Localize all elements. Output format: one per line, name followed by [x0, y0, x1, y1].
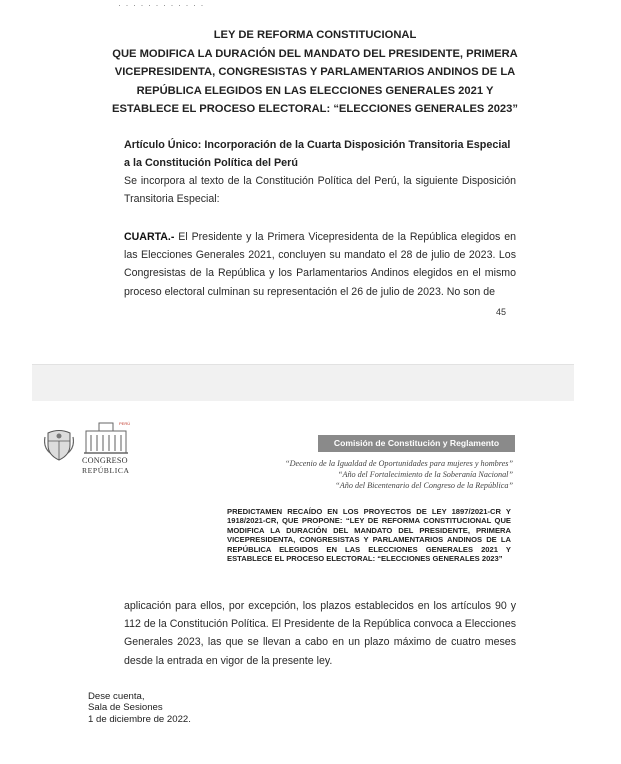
cuarta-paragraph [124, 228, 516, 301]
page-separator [32, 364, 574, 402]
motto-line: “Decenio de la Igualdad de Oportunidades para mujeres y hombres” [285, 459, 513, 468]
document-page-lower [0, 401, 621, 764]
motto-line: “Año del Fortalecimiento de la Soberanía Nacional” [337, 470, 513, 479]
document-page-upper [0, 0, 621, 364]
cuarta-text: El Presidente y la Primera Vicepresidenta de la República elegidos en las Elecciones Generales 2021, concluyen su mandato el 28 de julio de 2023. Los Congresistas de la República y los Parlamentarios Andinos elegidos en el mismo proceso electoral culminan su representación el 26 de julio de 2023. No son de [124, 231, 516, 298]
closing-line: Dese cuenta, [88, 691, 145, 702]
law-title-line: LEY DE REFORMA CONSTITUCIONAL [213, 29, 417, 41]
continuation-paragraph: aplicación para ellos, por excepción, los plazos establecidos en los artículos 90 y 112 de la Constitución Política. El Presidente de la República convoca a Elecciones Generales 2023, las que se llevan a cabo en un plazo máximo de cuatro meses desde la entrada en vigor de la presente ley. [124, 600, 517, 667]
closing-block [88, 691, 191, 725]
page-number: 45 [496, 307, 507, 317]
predictamen-heading: PREDICTAMEN RECAÍDO EN LOS PROYECTOS DE LEY 1897/2021-CR Y 1918/2021-CR, QUE PROPONE: “LEY DE REFORMA CONSTITUCIONAL QUE MODIFICA LA DURACIÓN DEL MANDATO DEL PRESIDENTE, PRIMERA VICEPRESIDENTA, CONGRESISTAS Y PARLAMENTARIOS ANDINOS DE LA REPÚBLICA ELEGIDOS EN LAS ELECCIONES GENERALES 2021 Y ESTABLECE EL PROCESO ELECTORAL: “ELECCIONES GENERALES 2023” [227, 507, 511, 564]
closing-line: Sala de Sesiones [88, 702, 163, 714]
national-coat-of-arms-icon [44, 427, 74, 461]
law-title-line: REPÚBLICA ELEGIDOS EN LAS ELECCIONES GENERALES 2021 Y [136, 84, 494, 97]
intro-paragraph: Se incorpora al texto de la Constitución Política del Perú, la siguiente Disposición Transitoria Especial: [124, 175, 516, 206]
law-title-line: VICEPRESIDENTA, CONGRESISTAS Y PARLAMENTARIOS ANDINOS DE LA [114, 66, 516, 79]
closing-line: 1 de diciembre de 2022. [88, 713, 191, 725]
motto-line: “Año del Bicentenario del Congreso de la República” [335, 481, 513, 490]
logo-peru-text: PERÚ [119, 421, 131, 426]
congress-building-icon [83, 421, 129, 455]
logo-text-republica: REPÚBLICA [82, 466, 130, 475]
official-mottos [285, 458, 513, 491]
article-title: Artículo Único: Incorporación de la Cuarta Disposición Transitoria Especial a la Constitución Política del Perú [124, 139, 511, 169]
law-title-line: ESTABLECE EL PROCESO ELECTORAL: “ELECCIONES GENERALES 2023” [112, 103, 518, 116]
law-title [110, 26, 520, 119]
logo-text-congreso: CONGRESO [82, 456, 128, 465]
congreso-logo [79, 419, 135, 477]
law-title-line: QUE MODIFICA LA DURACIÓN DEL MANDATO DEL PRESIDENTE, PRIMERA [112, 47, 518, 60]
cropped-header-fragment: · · · · · · · · · · · · [118, 4, 205, 10]
commission-banner: Comisión de Constitución y Reglamento [318, 435, 515, 452]
cuarta-label: CUARTA.- [124, 231, 175, 243]
